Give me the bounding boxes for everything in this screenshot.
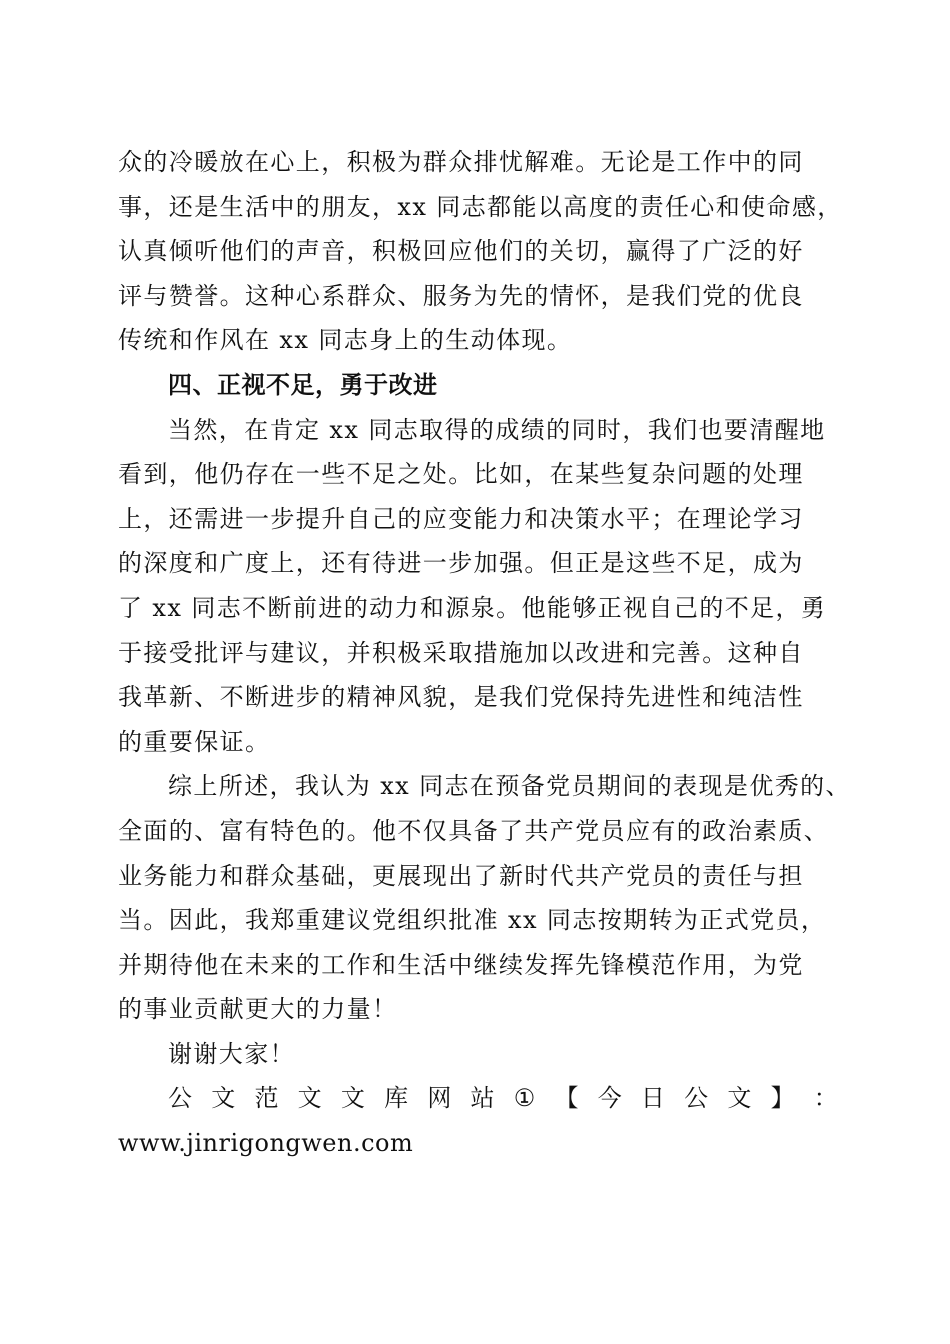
paragraph-line: 的事业贡献更大的力量！ [118,995,398,1024]
footer-char: 【 [554,1084,579,1113]
footer-url-link[interactable]: www.jinrigongwen.com [118,1129,414,1158]
footer-char: ① [513,1084,536,1113]
footer-char: 文 [297,1084,322,1113]
paragraph-line: 传统和作风在 xx 同志身上的生动体现。 [118,326,573,355]
footer-char: 今 [597,1084,622,1113]
footer-char: 日 [640,1084,665,1113]
paragraph-line: 众的冷暖放在心上，积极为群众排忧解难。无论是工作中的同 [118,148,804,176]
footer-char: 文 [211,1084,236,1113]
footer-char: 公 [168,1084,192,1113]
paragraph-line: 了 xx 同志不断前进的动力和源泉。他能够正视自己的不足，勇 [118,593,827,622]
paragraph-line: 当然，在肯定 xx 同志取得的成绩的同时，我们也要清醒地 [168,415,826,444]
footer-char: 范 [254,1084,279,1113]
paragraph-line: 认真倾听他们的声音，积极回应他们的关切，赢得了广泛的好 [118,237,804,266]
footer-char: ： [813,1084,838,1113]
paragraph-line: 当。因此，我郑重建议党组织批准 xx 同志按期转为正式党员， [118,906,827,935]
section-heading: 四、正视不足，勇于改进 [168,370,438,399]
paragraph-line: 看到，他仍存在一些不足之处。比如，在某些复杂问题的处理 [118,460,804,489]
footer-site-label [118,1076,838,1121]
paragraph-line: 事，还是生活中的朋友，xx 同志都能以高度的责任心和使命感， [118,192,843,221]
paragraph-line: 于接受批评与建议，并积极采取措施加以改进和完善。这种自 [118,638,804,667]
paragraph-line: 的重要保证。 [118,727,271,756]
footer-char: 文 [727,1084,752,1113]
footer-char: 库 [384,1084,409,1113]
footer-char: 站 [470,1084,495,1113]
paragraph-line: 业务能力和群众基础，更展现出了新时代共产党员的责任与担 [118,861,804,890]
thanks-line: 谢谢大家！ [168,1039,295,1068]
footer-char: 】 [770,1084,795,1113]
paragraph-line: 上，还需进一步提升自己的应变能力和决策水平；在理论学习 [118,504,804,533]
paragraph-line: 我革新、不断进步的精神风貌，是我们党保持先进性和纯洁性 [118,683,804,712]
paragraph-line: 的深度和广度上，还有待进一步加强。但正是这些不足，成为 [118,549,804,578]
footer-char: 公 [684,1084,709,1113]
paragraph-line: 评与赞誉。这种心系群众、服务为先的情怀，是我们党的优良 [118,281,804,310]
footer-char: 网 [427,1084,452,1113]
paragraph-line: 并期待他在未来的工作和生活中继续发挥先锋模范作用，为党 [118,950,804,979]
footer-char: 文 [340,1084,365,1113]
document-page [118,140,851,1166]
paragraph-line: 全面的、富有特色的。他不仅具备了共产党员应有的政治素质、 [118,816,830,845]
paragraph-line: 综上所述，我认为 xx 同志在预备党员期间的表现是优秀的、 [168,772,851,801]
